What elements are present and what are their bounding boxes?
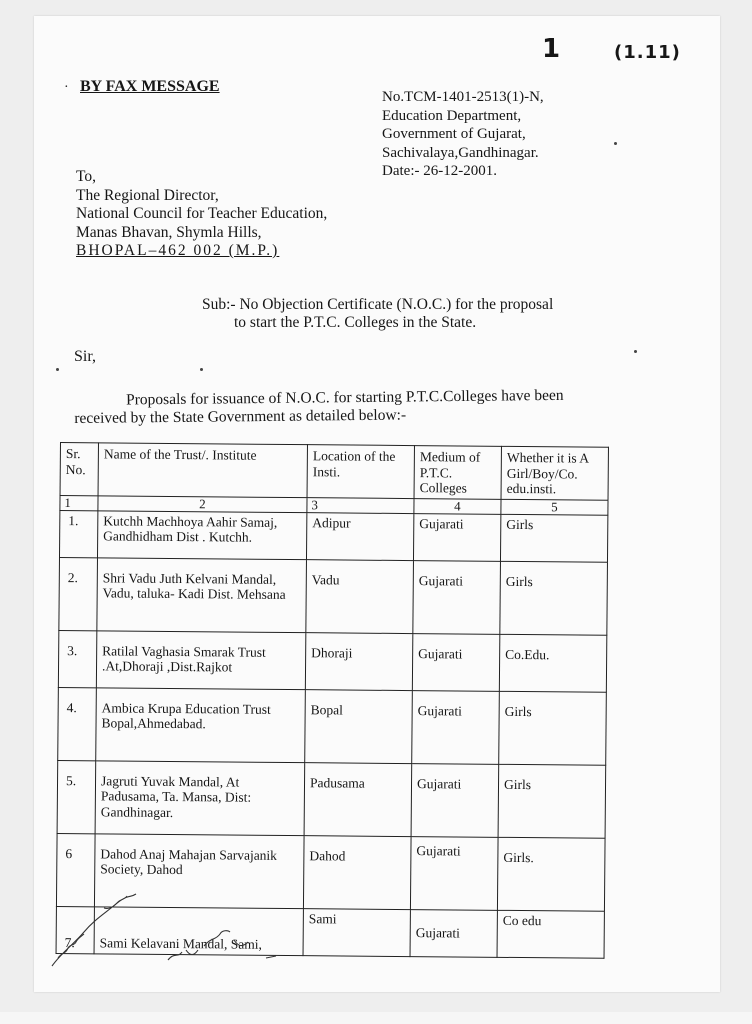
cell-location: Sami (303, 908, 410, 956)
scan-speck (56, 368, 59, 371)
table-header-row (60, 443, 608, 500)
reference-line: No.TCM-1401-2513(1)-N, (382, 89, 544, 105)
cell-name: Sami Kelavani Mandal, Sami, (94, 906, 303, 955)
column-number: 2 (98, 495, 307, 512)
handwritten-signatures (44, 874, 284, 984)
column-number: 1 (60, 495, 98, 510)
cell-name: Ratilal Vaghasia Smarak Trust .At,Dhoraji ,Dist.Rajkot (96, 630, 305, 689)
cell-medium: Gujarati (410, 836, 498, 910)
page-number: 1 (542, 34, 561, 64)
table-row (57, 760, 606, 838)
page-reference: (1.11) (614, 42, 681, 63)
cell-type: Girls. (497, 837, 605, 911)
header-sr-no: Sr. No. (60, 443, 98, 496)
cell-location: Adipur (306, 512, 413, 560)
cell-sr: 5. (57, 760, 96, 833)
cell-type: Girls (499, 691, 607, 765)
cell-location: Bopal (305, 689, 413, 763)
cell-location: Padusama (304, 762, 412, 836)
cell-sr: 1. (59, 510, 97, 557)
cell-medium: Gujarati (413, 560, 501, 634)
reference-block (382, 88, 544, 181)
body-paragraph (74, 386, 664, 428)
reference-line: Education Department, (382, 107, 522, 124)
cell-medium: Gujarati (413, 513, 500, 561)
to-label: To, (76, 168, 97, 185)
document-page (34, 16, 720, 992)
addressee-city: BHOPAL–462 002 (M.P.) (76, 242, 280, 259)
cell-name: Jagruti Yuvak Mandal, At Padusama, Ta. Mansa, Dist: Gandhinagar. (95, 760, 305, 835)
cell-location: Dhoraji (305, 632, 412, 690)
addressee-line: Manas Bhavan, Shymla Hills, (76, 223, 262, 241)
cell-sr: 7. (56, 906, 94, 953)
reference-date: Date:- 26-12-2001. (382, 163, 497, 179)
reference-line: Government of Gujarat, (382, 126, 526, 142)
subject-block (202, 296, 553, 332)
column-number: 3 (307, 497, 414, 513)
cell-location: Dahod (303, 835, 411, 909)
cell-name: Shri Vadu Juth Kelvani Mandal, Vadu, taluka- Kadi Dist. Mehsana (97, 557, 307, 632)
cell-sr: 2. (59, 557, 98, 630)
table-row (58, 630, 606, 692)
body-line: received by the State Government as detailed below:- (74, 406, 407, 427)
fax-bullet-mark: · (64, 80, 69, 95)
cell-sr: 6 (56, 833, 95, 906)
cell-sr: 4. (58, 687, 97, 760)
cell-medium: Gujarati (412, 690, 500, 764)
header-medium: Medium of P.T.C. Colleges (414, 446, 501, 499)
cell-name: Dahod Anaj Mahajan Sarvajanik Society, Dahod (94, 833, 304, 908)
addressee-line: The Regional Director, (76, 186, 219, 204)
cell-medium: Gujarati (410, 909, 497, 957)
table-row (59, 510, 607, 562)
subject-line: Sub:- No Objection Certificate (N.O.C.) for the proposal (202, 296, 554, 313)
header-institution-type: Whether it is A Girl/Boy/Co. edu.insti. (501, 446, 608, 499)
scan-bottom-edge (0, 1012, 752, 1024)
salutation: Sir, (74, 348, 97, 365)
addressee-block (76, 168, 327, 261)
cell-type: Girls (500, 514, 607, 562)
scan-speck (614, 142, 617, 145)
reference-line: Sachivalaya,Gandhinagar. (382, 144, 539, 161)
cell-type: Girls (498, 764, 606, 838)
scan-speck (200, 368, 203, 371)
cell-sr: 3. (58, 630, 96, 687)
addressee-line: National Council for Teacher Education, (76, 205, 328, 222)
subject-line: to start the P.T.C. Colleges in the State. (234, 314, 477, 331)
cell-name: Ambica Krupa Education Trust Bopal,Ahmedabad. (96, 687, 306, 762)
cell-type: Co edu (497, 910, 604, 958)
header-trust-name: Name of the Trust/. Institute (98, 443, 307, 497)
body-line: Proposals for issuance of N.O.C. for starting P.T.C.Colleges have been (125, 386, 564, 409)
cell-medium: Gujarati (412, 633, 499, 691)
scan-speck (634, 350, 637, 353)
table-row (58, 687, 607, 765)
header-location: Location of the Insti. (307, 445, 414, 498)
cell-medium: Gujarati (411, 763, 499, 837)
column-number: 4 (414, 498, 501, 514)
fax-heading: BY FAX MESSAGE (80, 78, 220, 95)
cell-location: Vadu (306, 559, 414, 633)
cell-type: Girls (500, 561, 608, 635)
cell-name: Kutchh Machhoya Aahir Samaj, Gandhidham Dist . Kutchh. (97, 510, 306, 559)
cell-type: Co.Edu. (499, 634, 606, 692)
table-row (59, 557, 608, 635)
column-number: 5 (501, 499, 608, 515)
